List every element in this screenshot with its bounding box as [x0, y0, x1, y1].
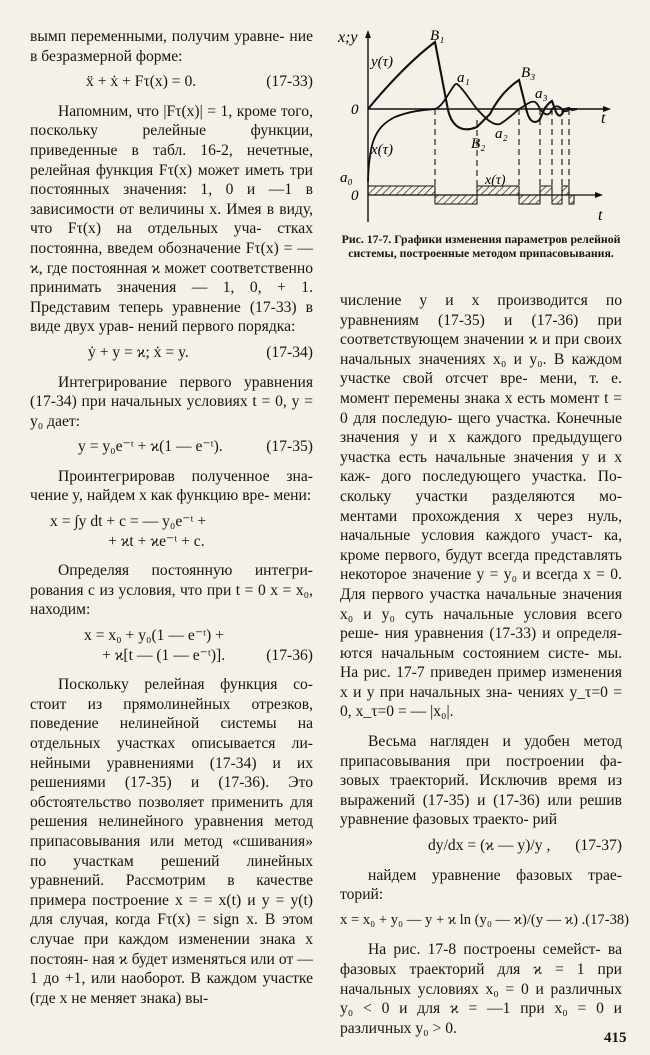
relay-system-graph [335, 22, 620, 227]
equation-17-37-body: dy/dx = (ϰ — y)/y , [428, 837, 551, 855]
label-t: t [601, 110, 606, 127]
paragraph-x-of-time: Проинтегрировав полученное зна- чение y, найдем x как функцию вре- мени: [30, 467, 313, 505]
equation-17-34-number: (17-34) [266, 343, 313, 361]
label-a1: a₁ [457, 70, 470, 86]
label-B3: B₃ [521, 65, 536, 81]
paragraph-constant: Определяя постоянную интегри- рования c из условия, что при t = 0 x = x₀, находим: [30, 562, 313, 619]
label-B2: B₂ [471, 136, 486, 152]
label-t-2: t [598, 207, 603, 224]
label-a0: a₀ [340, 170, 353, 186]
equation-17-36-line1: x = x₀ + y₀(1 — e⁻ᵗ) + [84, 627, 224, 645]
paragraph-figure-17-8: На рис. 17-8 построены семейст- ва фазовых траекторий для ϰ = 1 при начальных условиях x₀ = 0 и различных y₀ < 0 и для ϰ = —1 при x₀ = 0 и различных y₀ > 0. [340, 941, 622, 1037]
equation-17-37 [340, 836, 622, 856]
label-zero-2: 0 [351, 188, 359, 204]
page-number: 415 [604, 1030, 627, 1046]
equation-17-35 [30, 437, 313, 457]
equation-17-38-number: (17-38) [585, 911, 630, 928]
equation-integral-line2: + ϰt + ϰe⁻ᵗ + c. [108, 532, 205, 550]
equation-17-33 [30, 72, 313, 92]
paragraph-find-equation: найдем уравнение фазовых трае- торий: [340, 866, 622, 904]
equation-17-37-number: (17-37) [575, 837, 622, 855]
equation-17-35-body: y = y₀e⁻ᵗ + ϰ(1 — e⁻ᵗ). [78, 438, 223, 456]
paragraph-integration: Интегрирование первого уравнения (17-34) при начальных условиях t = 0, y = y₀ дает: [30, 373, 313, 430]
equation-17-35-number: (17-35) [266, 438, 313, 456]
left-column [30, 27, 313, 1008]
label-zero: 0 [351, 102, 359, 118]
equation-integral-line1: x = ∫y dt + c = — y₀e⁻ᵗ + [50, 513, 207, 531]
equation-17-33-body: ẍ + ẋ + Fτ(x) = 0. [86, 73, 197, 91]
equation-17-36-line2 [30, 646, 313, 666]
label-x-tau-2: x(τ) [485, 173, 506, 188]
label-a3: a₃ [535, 86, 548, 102]
figure-caption: Рис. 17-7. Графики изменения параметров релейной системы, построенные методом припасовывания. [341, 232, 621, 260]
label-y-tau: y(τ) [371, 54, 394, 70]
paragraph-phase-trajectories: Весьма нагляден и удобен метод припасовывания при построении фа- зовых траекторий. Исключив время из выражений (17-35) и (17-36) или решив уравнение фазовых траекто- рий [340, 733, 622, 829]
paragraph-relay-function: Напомним, что |Fτ(x)| = 1, кроме того, поскольку релейные функции, приведенные в табл. 16-2, нечетные, релейная функция Fτ(x) может иметь три постоянных значения: 1, 0 и —1 в зависимости от величины x. Имея в виду, что Fτ(x) на отдельных уча- стках постоянна, введем обозначение Fτ(x) = — ϰ, где постоянная ϰ может соответственно принимать значения — 1, 0, + 1. Представим теперь уравнение (17-33) в виде двух урав- нений первого порядка: [30, 102, 313, 336]
label-x-tau: x(τ) [371, 142, 394, 158]
paragraph-intro: вымп переменными, получим уравне- ние в безразмерной форме: [30, 28, 313, 65]
equation-17-34-body: ẏ + y = ϰ; ẋ = y. [88, 343, 189, 361]
equation-17-33-number: (17-33) [266, 73, 313, 91]
equation-17-36-body: + ϰ[t — (1 — e⁻ᵗ)]. [102, 646, 226, 664]
axis-label-xy: x;y [338, 29, 358, 46]
label-a2: a₂ [495, 126, 508, 142]
figure-17-7 [335, 22, 620, 232]
equation-17-36-number: (17-36) [266, 646, 313, 664]
label-B1: B₁ [430, 28, 445, 44]
paragraph-piecewise: Поскольку релейная функция со- стоит из прямолинейных отрезков, поведение нелинейной системы на отдельных участках описывается ли- нейными уравнениями (17-34) и их решениями (17-35) и (17-36). Это обстоятельство позволяет применить для решения нелинейного уравнения метод припасовывания или метод «сшивания» по участкам решений линейных уравнений. Рассмотрим в качестве примера построение x = = x(t) и y = y(t) для случая, когда Fτ(x) = sign x. В этом случае при каждом изменении знака x постоян- ная ϰ будет изменяться или от —1 до +1, или наоборот. В каждом участке (где x не меняет знака) вы- [30, 676, 313, 1007]
paragraph-computation: числение y и x производится по уравнениям (17-35) и (17-36) при соответствующем значении ϰ и при своих начальных значениях x₀ и y₀. В каждом участке свой отсчет вре- мени, т. е. момент перемены знака x есть момент t = 0 для последую- щего участка. Конечные значения y и x каждого предыдущего участка есть начальные значения y и x каж- дого последующего участка. По- скольку участки разделяются мо- ментами прохождения x через нуль, начальные условия каждого участ- ка, кроме первого, будут всегда представлять некоторое значение y = y₀ и всегда x = 0. Для первого участка начальные значения x₀ и y₀ суть начальные условия всего реше- ния уравнения (17-33) и определя- ются начальным состоянием систе- мы. На рис. 17-7 приведен пример изменения x и y при начальных зна- чениях y_τ=0 = 0, x_τ=0 = — |x₀|. [340, 292, 622, 721]
equation-17-34 [30, 343, 313, 363]
equation-17-38 [340, 911, 630, 931]
relay-function-blocks [368, 186, 574, 204]
equation-17-38-body: x = x₀ + y₀ — y + ϰ ln (y₀ — ϰ)/(y — ϰ) . [340, 911, 586, 928]
